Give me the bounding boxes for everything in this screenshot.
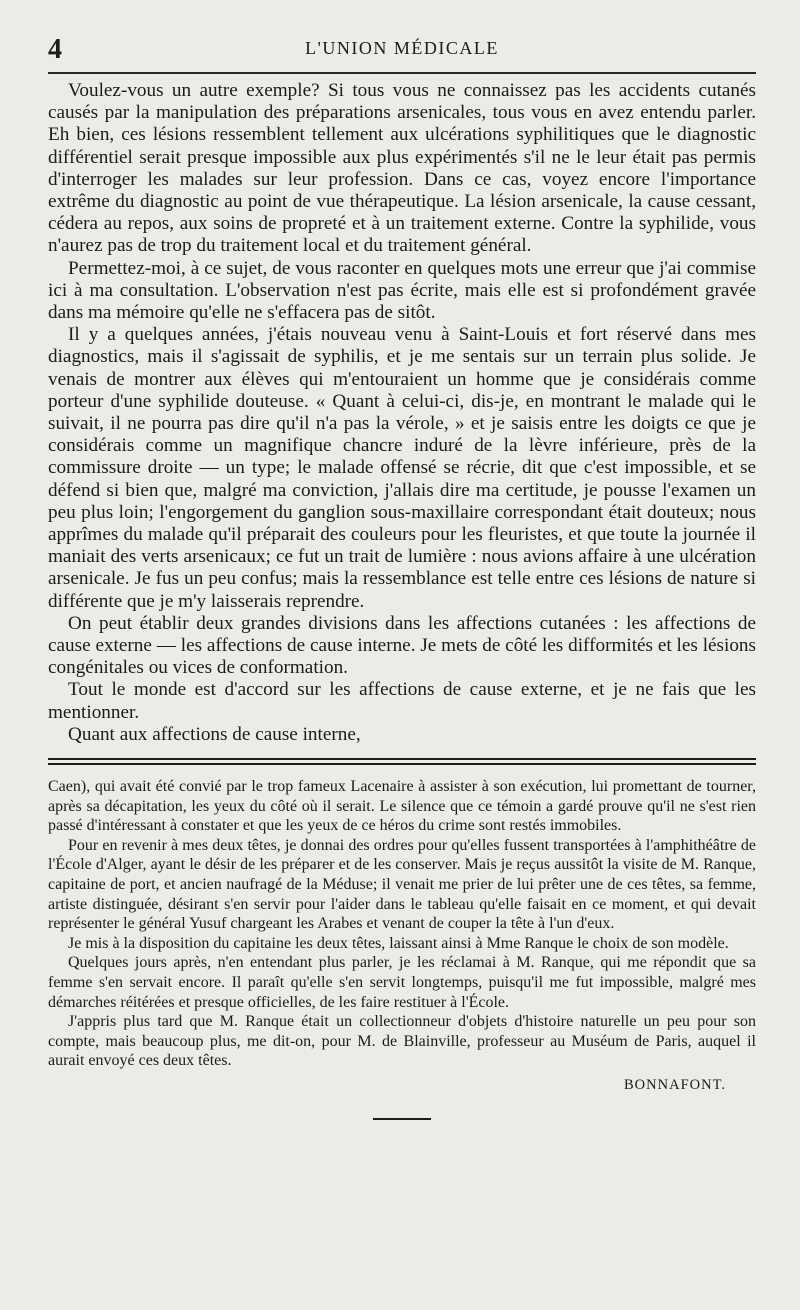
header-rule (48, 72, 756, 74)
footnote-paragraph: Quelques jours après, n'en entendant plus parler, je les réclamai à M. Ranque, qui me répondit que sa femme s'en servait encore. Il paraît qu'elle s'en servit longtemps, puisqu'il me fut impossible, malgré mes démarches réitérées et presque officielles, de les faire restituer à l'École. (48, 954, 756, 1011)
footnote-paragraph: J'appris plus tard que M. Ranque était un collectionneur d'objets d'histoire naturelle un peu pour son compte, mais beaucoup plus, me dit-on, pour M. de Blainville, professeur au Muséum de Paris, auquel il aurait envoyé ces deux têtes. (48, 1013, 756, 1070)
footnote-paragraph: Caen), qui avait été convié par le trop fameux Lacenaire à assister à son exécution, lui promettant de tourner, après sa décapitation, les yeux du côté où il serait. Le silence que ce témoin a gardé prouve qu'il ne s'est rien passé d'intéressant à constater et que les yeux de ce héros du crime sont restés immobiles. (48, 778, 756, 835)
running-title: L'UNION MÉDICALE (305, 38, 499, 58)
paragraph: Voulez-vous un autre exemple? Si tous vous ne connaissez pas les accidents cutanés causés par la manipulation des préparations arsenicales, tous vous en avez entendu parler. Eh bien, ces lésions ressemblent tellement aux ulcérations syphilitiques que le diagnostic différentiel serait presque impossible aux plus expérimentés s'il ne le leur était pas permis d'interroger les malades sur leur profession. Dans ce cas, voyez encore l'importance extrême du diagnostic au point de vue thérapeutique. La lésion arsenicale, la cause cessant, cédera au repos, aux soins de propreté et à un traitement externe. Contre la syphilide, vous n'aurez pas de trop du traitement local et du traitement général. (48, 80, 756, 257)
footnote-paragraph: Je mis à la disposition du capitaine les deux têtes, laissant ainsi à Mme Ranque le choix de son modèle. (68, 934, 729, 952)
paragraph: Quant aux affections de cause interne, (68, 723, 361, 745)
paragraph: Il y a quelques années, j'étais nouveau venu à Saint-Louis et fort réservé dans mes diagnostics, mais il s'agissait de syphilis, et je me sentais sur un terrain plus solide. Je venais de montrer aux élèves qui m'entouraient un homme que je considérais comme porteur d'une syphilide douteuse. « Quant à celui-ci, dis-je, en montrant le malade qui le suivait, il ne pourra pas dire qu'il n'a pas la vérole, » et je saisis entre les doigts ce que je considérais comme un magnifique chancre induré de la lèvre inférieure, près de la commissure droite — un type; le malade offensé se récrie, dit que c'est impossible, et se défend si bien que, malgré ma conviction, j'allais dire ma certitude, je pousse l'examen un peu plus loin; l'engorgement du ganglion sous-maxillaire correspondant était douteux; nous apprîmes du malade qu'il préparait des couleurs pour les fleuristes, et que toute la journée il maniait des verts arsenicaux; ce fut un trait de lumière : nous avions affaire à une ulcération arsenicale. Je fus un peu confus; mais la ressemblance est telle entre ces lésions de nature si différente que je m'y laisserais reprendre. (48, 324, 756, 612)
end-rule (373, 1118, 431, 1120)
footnote-paragraph: Pour en revenir à mes deux têtes, je donnai des ordres pour qu'elles fussent transportées à l'amphithéâtre de l'École d'Alger, ayant le désir de les préparer et de les conserver. Mais je reçus aussitôt la visite de M. Ranque, capitaine de port, et ancien naufragé de la Méduse; il venait me prier de lui prêter une de ces têtes, sa femme, artiste distinguée, désirant s'en servir pour l'aider dans le tableau qu'elle faisait en ce moment, et qui devait représenter le général Yusuf chargeant les Arabes et venant de couper la tête à l'un d'eux. (48, 836, 756, 933)
paragraph: On peut établir deux grandes divisions dans les affections cutanées : les affections de cause externe — les affections de cause interne. Je mets de côté les difformités et les lésions congénitales ou vices de conformation. (48, 612, 756, 679)
author-signature: BONNAFONT. (624, 1077, 726, 1093)
page-header (48, 28, 756, 72)
paragraph: Permettez-moi, à ce sujet, de vous raconter en quelques mots une erreur que j'ai commise ici à ma consultation. L'observation n'est pas écrite, mais elle est si profondément gravée dans ma mémoire qu'elle ne s'effacera pas de sitôt. (48, 257, 756, 324)
page-number: 4 (48, 34, 62, 65)
main-text (48, 80, 756, 746)
footnote (48, 777, 756, 1071)
footnote-separator (48, 758, 756, 765)
paragraph: Tout le monde est d'accord sur les affections de cause externe, et je ne fais que les mentionner. (48, 679, 756, 723)
